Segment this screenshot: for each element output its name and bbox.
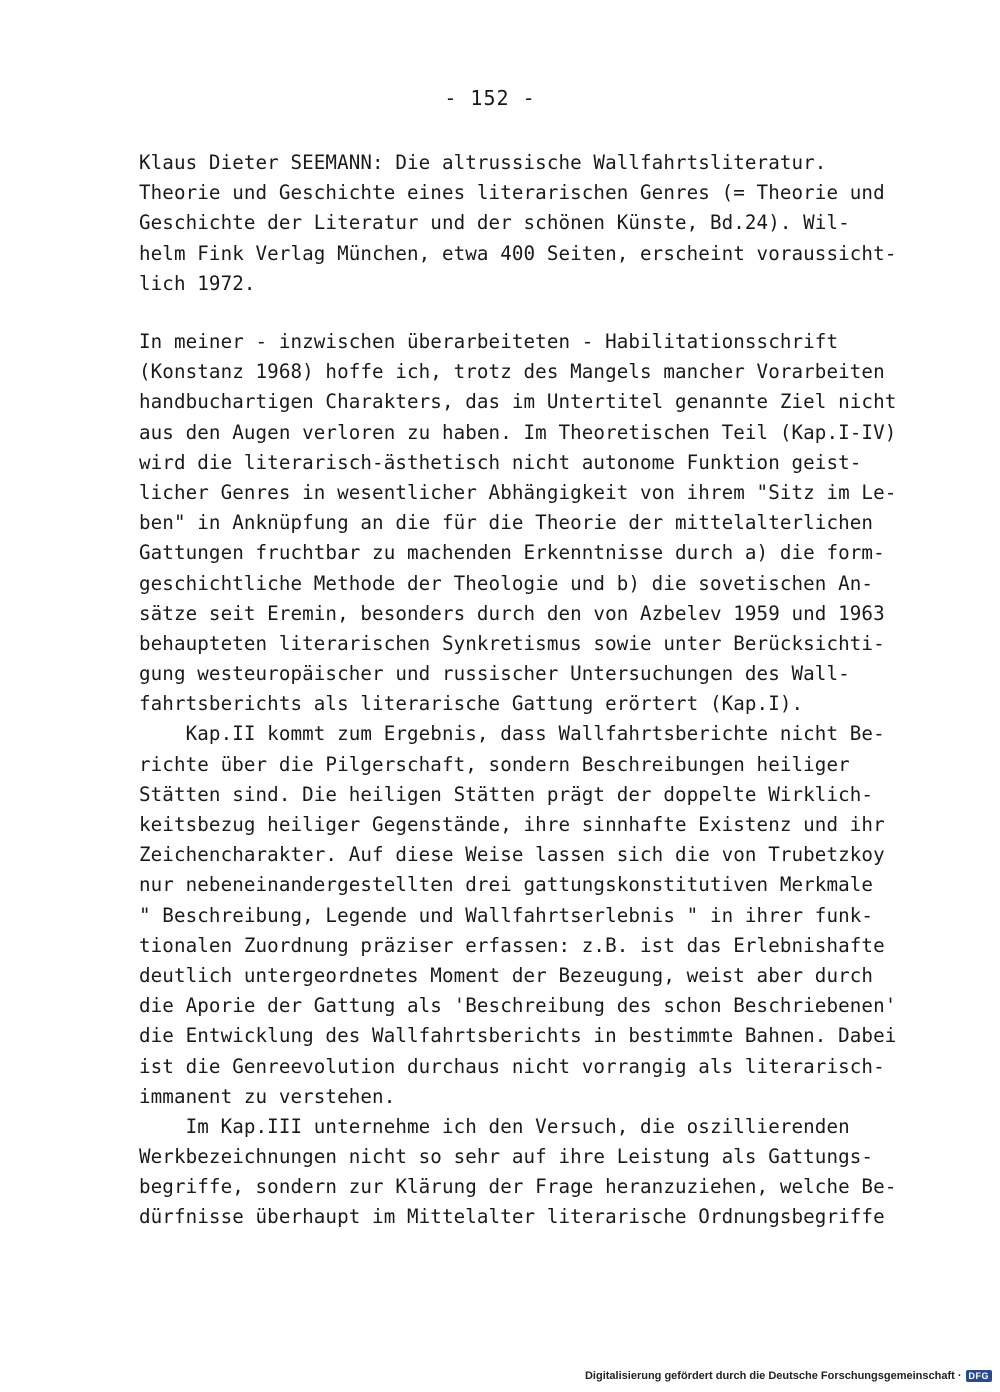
body-text <box>139 327 899 1233</box>
footer-attribution <box>585 1370 992 1382</box>
body-line: geschichtliche Methode der Theologie und b) die sovetischen An- <box>139 571 874 595</box>
body-line: " Beschreibung, Legende und Wallfahrtserlebnis " in ihrer funk- <box>139 903 874 927</box>
citation-line: Klaus Dieter SEEMANN: Die altrussische Wallfahrtsliteratur. <box>139 151 827 174</box>
citation-line: Theorie und Geschichte eines literarischen Genres (= Theorie und <box>139 181 885 205</box>
body-line: licher Genres in wesentlicher Abhängigkeit von ihrem "Sitz im Le- <box>139 480 897 504</box>
body-line: Zeichencharakter. Auf diese Weise lassen sich die von Trubetzkoy <box>139 843 885 867</box>
body-line: begriffe, sondern zur Klärung der Frage heranzuziehen, welche Be- <box>139 1175 897 1199</box>
body-line: tionalen Zuordnung präziser erfassen: z.B. ist das Erlebnishafte <box>139 933 885 957</box>
body-line: (Konstanz 1968) hoffe ich, trotz des Mangels mancher Vorarbeiten <box>139 360 885 384</box>
citation-line: lich 1972. <box>139 271 256 295</box>
body-line: gung westeuropäischer und russischer Untersuchungen des Wall- <box>139 662 850 686</box>
body-line: Stätten sind. Die heiligen Stätten prägt der doppelte Wirklich- <box>139 782 874 806</box>
body-line: Gattungen fruchtbar zu machenden Erkenntnisse durch a) die form- <box>139 541 885 565</box>
body-line: sätze seit Eremin, besonders durch den von Azbelev 1959 und 1963 <box>139 601 885 625</box>
body-line: ben" in Anknüpfung an die für die Theorie der mittelalterlichen <box>139 511 874 535</box>
body-line: ist die Genreevolution durchaus nicht vorrangig als literarisch- <box>139 1054 885 1078</box>
body-line: wird die literarisch-ästhetisch nicht autonome Funktion geist- <box>139 450 862 474</box>
body-line: In meiner - inzwischen überarbeiteten - Habilitationsschrift <box>139 330 839 353</box>
body-line: Im Kap.III unternehme ich den Versuch, die oszillierenden <box>139 1114 850 1138</box>
dfg-logo: DFG <box>966 1370 993 1382</box>
body-line: nur nebeneinandergestellten drei gattungskonstitutiven Merkmale <box>139 873 874 897</box>
body-line: dürfnisse überhaupt im Mittelalter literarische Ordnungsbegriffe <box>139 1205 885 1229</box>
body-line: deutlich untergeordnetes Moment der Bezeugung, weist aber durch <box>139 963 874 987</box>
body-line: handbuchartigen Charakters, das im Untertitel genannte Ziel nicht <box>139 390 897 414</box>
body-line: die Entwicklung des Wallfahrtsberichts in bestimmte Bahnen. Dabei <box>139 1024 897 1048</box>
body-line: Kap.II kommt zum Ergebnis, dass Wallfahrtsberichte nicht Be- <box>139 722 885 746</box>
footer-text: Digitalisierung gefördert durch die Deutsche Forschungsgemeinschaft · <box>584 1370 962 1382</box>
body-line: fahrtsberichts als literarische Gattung erörtert (Kap.I). <box>139 692 804 716</box>
citation-line: helm Fink Verlag München, etwa 400 Seiten, erscheint voraussicht- <box>139 241 897 265</box>
body-line: die Aporie der Gattung als 'Beschreibung des schon Beschriebenen' <box>139 994 897 1018</box>
citation-line: Geschichte der Literatur und der schönen Künste, Bd.24). Wil- <box>139 211 850 235</box>
citation-paragraph <box>139 148 899 299</box>
body-line: aus den Augen verloren zu haben. Im Theoretischen Teil (Kap.I-IV) <box>139 420 897 444</box>
page-number: - 152 - <box>444 86 536 110</box>
body-line: richte über die Pilgerschaft, sondern Beschreibungen heiliger <box>139 752 850 776</box>
body-line: behaupteten literarischen Synkretismus sowie unter Berücksichti- <box>139 631 885 655</box>
body-line: keitsbezug heiliger Gegenstände, ihre sinnhafte Existenz und ihr <box>139 813 885 836</box>
body-line: immanent zu verstehen. <box>139 1084 396 1108</box>
body-line: Werkbezeichnungen nicht so sehr auf ihre Leistung als Gattungs- <box>139 1145 874 1169</box>
